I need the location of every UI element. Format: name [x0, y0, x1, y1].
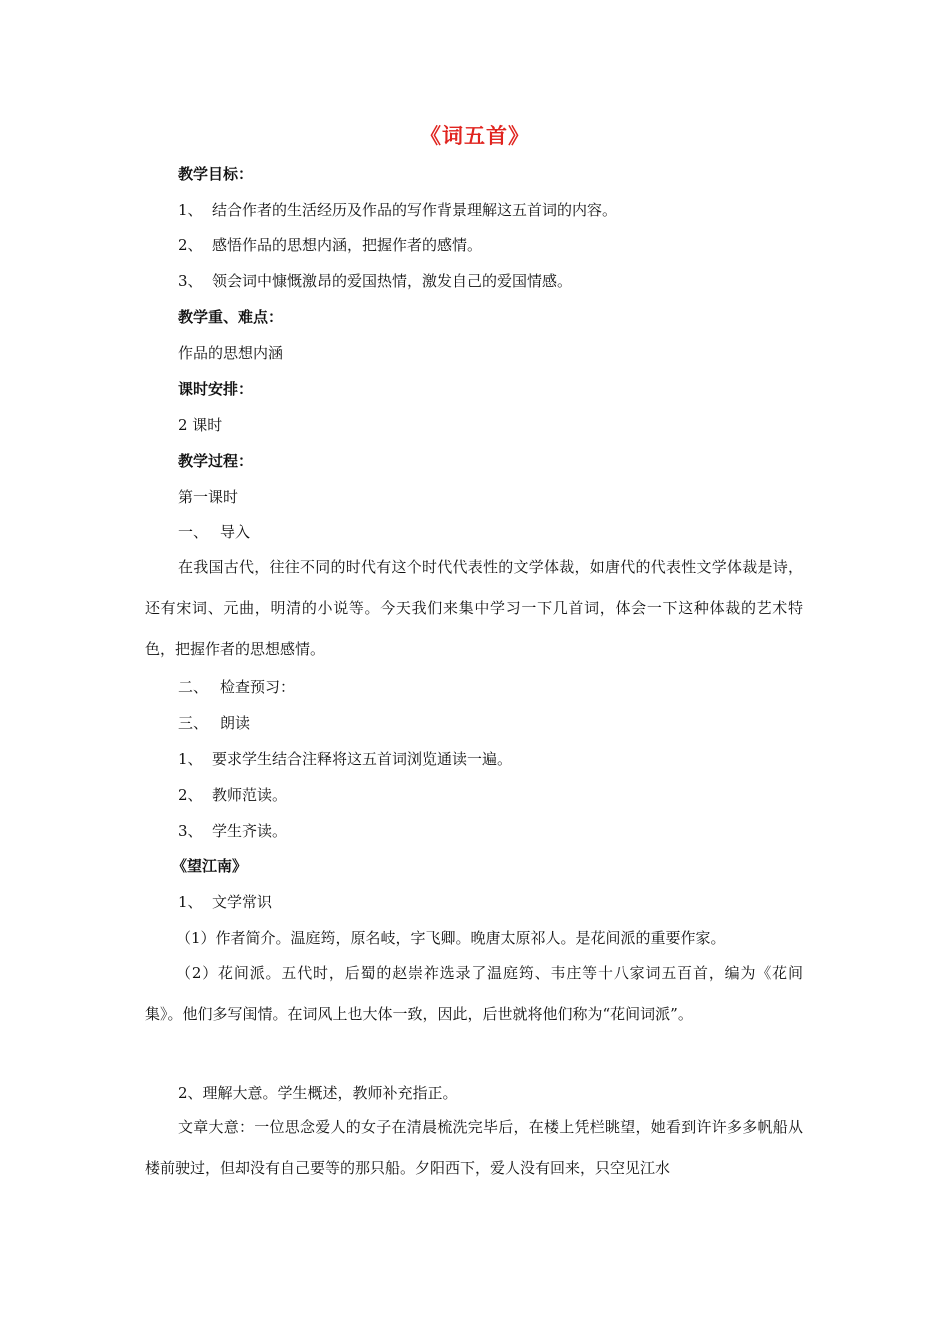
section-text: 文学常识: [212, 893, 273, 911]
author-intro: （1）作者简介。温庭筠，原名岐，字飞卿。晚唐太原祁人。是花间派的重要作家。: [176, 929, 726, 947]
step-preview: [178, 677, 295, 697]
huajian-paragraph: （2）花间派。五代时，后蜀的赵崇祚选录了温庭筠、韦庄等十八家词五百首，编为《花间集》。他们多写闺情。在词风上也大体一致，因此，后世就将他们称为“花间词派”。: [145, 964, 803, 1023]
focus-text: 作品的思想内涵: [178, 344, 284, 362]
reading-text: 要求学生结合注释将这五首词浏览通读一遍。: [212, 750, 513, 768]
summary-paragraph: 文章大意：一位思念爱人的女子在清晨梳洗完毕后，在楼上凭栏眺望，她看到许许多多帆船从楼前驶过，但却没有自己要等的那只船。夕阳西下，爱人没有回来，只空见江水: [145, 1118, 803, 1177]
reading-number: 1、: [178, 750, 203, 768]
objective-number: 2、: [178, 236, 203, 254]
objective-number: 1、: [178, 201, 203, 219]
step-number: 二、: [178, 678, 209, 696]
poem-title: 《望江南》: [172, 857, 248, 875]
step-intro: [178, 522, 250, 542]
objective-text: 结合作者的生活经历及作品的写作背景理解这五首词的内容。: [212, 201, 618, 219]
lit-knowledge: [178, 892, 272, 912]
step-text: 检查预习：: [220, 678, 296, 696]
schedule-heading: 课时安排：: [178, 380, 254, 398]
step-reading: [178, 713, 250, 733]
reading-text: 教师范读。: [212, 786, 288, 804]
reading-item: [178, 749, 512, 769]
schedule-text: 2 课时: [178, 416, 223, 434]
step-text: 朗读: [220, 714, 251, 732]
objective-text: 感悟作品的思想内涵，把握作者的感情。: [212, 236, 483, 254]
reading-number: 2、: [178, 786, 203, 804]
focus-heading: 教学重、难点：: [178, 308, 284, 326]
reading-item: [178, 821, 287, 841]
objective-item: [178, 235, 482, 255]
reading-item: [178, 785, 287, 805]
objective-text: 领会词中慷慨激昂的爱国热情，激发自己的爱国情感。: [212, 272, 573, 290]
first-lesson-label: 第一课时: [178, 488, 239, 506]
section-number: 1、: [178, 893, 203, 911]
reading-text: 学生齐读。: [212, 822, 288, 840]
objectives-heading: 教学目标：: [178, 165, 254, 183]
objective-number: 3、: [178, 272, 203, 290]
step-number: 一、: [178, 523, 209, 541]
document-title: 《词五首》: [420, 124, 530, 148]
reading-number: 3、: [178, 822, 203, 840]
process-heading: 教学过程：: [178, 452, 254, 470]
objective-item: [178, 271, 572, 291]
objective-item: [178, 200, 617, 220]
step-text: 导入: [220, 523, 251, 541]
intro-paragraph: 在我国古代，往往不同的时代有这个时代代表性的文学体裁，如唐代的代表性文学体裁是诗，还有宋词、元曲，明清的小说等。今天我们来集中学习一下几首词，体会一下这种体裁的艺术特色，把握作者的思想感情。: [145, 558, 803, 658]
step-number: 三、: [178, 714, 209, 732]
understand-item: 2、理解大意。学生概述，教师补充指正。: [178, 1084, 458, 1102]
